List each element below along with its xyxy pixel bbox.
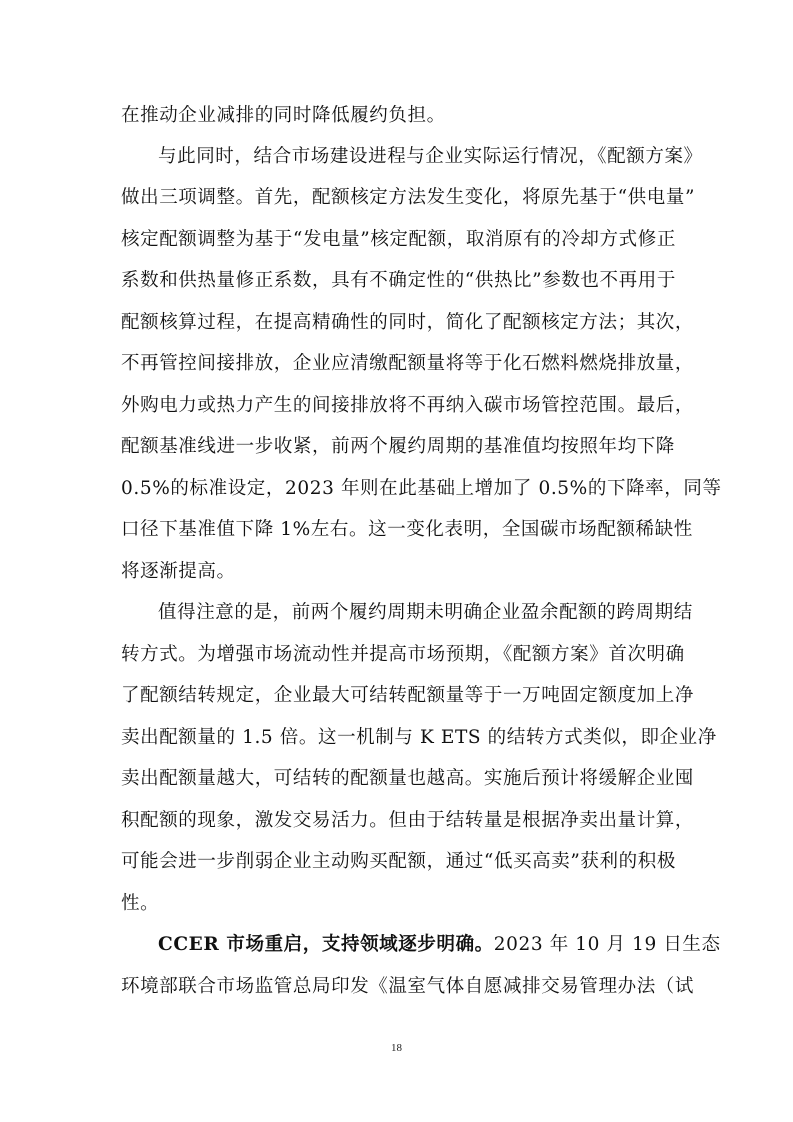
paragraph-2-line-7: 外购电力或热力产生的间接排放将不再纳入碳市场管控范围。最后， [121, 395, 695, 416]
paragraph-3-line-2: 转方式。为增强市场流动性并提高市场预期，《配额方案》首次明确 [121, 644, 685, 665]
paragraph-3-line-3: 了配额结转规定，企业最大可结转配额量等于一万吨固定额度加上净 [121, 685, 695, 706]
paragraph-2-line-9: 0.5%的标准设定，2023 年则在此基础上增加了 0.5%的下降率，同等 [121, 478, 722, 499]
paragraph-3-line-6: 积配额的现象，激发交易活力。但由于结转量是根据净卖出量计算， [121, 810, 695, 831]
paragraph-2-line-8: 配额基准线进一步收紧，前两个履约周期的基准值均按照年均下降 [121, 436, 675, 457]
paragraph-2-line-11: 将逐渐提高。 [121, 561, 236, 582]
page-number: 18 [391, 1042, 402, 1054]
paragraph-2-line-10: 口径下基准值下降 1%左右。这一变化表明，全国碳市场配额稀缺性 [121, 519, 693, 540]
paragraph-2-line-4: 系数和供热量修正系数，具有不确定性的“供热比”参数也不再用于 [121, 270, 676, 291]
paragraph-3-line-4: 卖出配额量的 1.5 倍。这一机制与 K ETS 的结转方式类似，即企业净 [121, 727, 717, 748]
paragraph-2-line-5: 配额核算过程，在提高精确性的同时，简化了配额核定方法；其次， [121, 312, 695, 333]
paragraph-1-line-1: 在推动企业减排的同时降低履约负担。 [121, 105, 446, 126]
paragraph-3-line-7: 可能会进一步削弱企业主动购买配额，通过“低买高卖”获利的积极 [121, 851, 676, 872]
section-heading-rest: 2023 年 10 月 19 日生态 [493, 934, 721, 955]
paragraph-3-line-1: 值得注意的是，前两个履约周期未明确企业盈余配额的跨周期结 [158, 602, 693, 623]
paragraph-2-line-2: 做出三项调整。首先，配额核定方法发生变化，将原先基于“供电量” [121, 187, 696, 208]
paragraph-3-line-8: 性。 [121, 893, 160, 914]
paragraph-2-line-1: 与此同时，结合市场建设进程与企业实际运行情况，《配额方案》 [158, 146, 703, 167]
paragraph-4-line-1 [121, 930, 721, 960]
paragraph-2-line-6: 不再管控间接排放，企业应清缴配额量将等于化石燃料燃烧排放量， [121, 353, 695, 374]
paragraph-3-line-5: 卖出配额量越大，可结转的配额量也越高。实施后预计将缓解企业囤 [121, 768, 695, 789]
paragraph-2-line-3: 核定配额调整为基于“发电量”核定配额，取消原有的冷却方式修正 [121, 229, 676, 250]
paragraph-4-line-2: 环境部联合市场监管总局印发《温室气体自愿减排交易管理办法（试 [121, 976, 695, 997]
section-heading: CCER 市场重启，支持领域逐步明确。 [158, 934, 494, 955]
